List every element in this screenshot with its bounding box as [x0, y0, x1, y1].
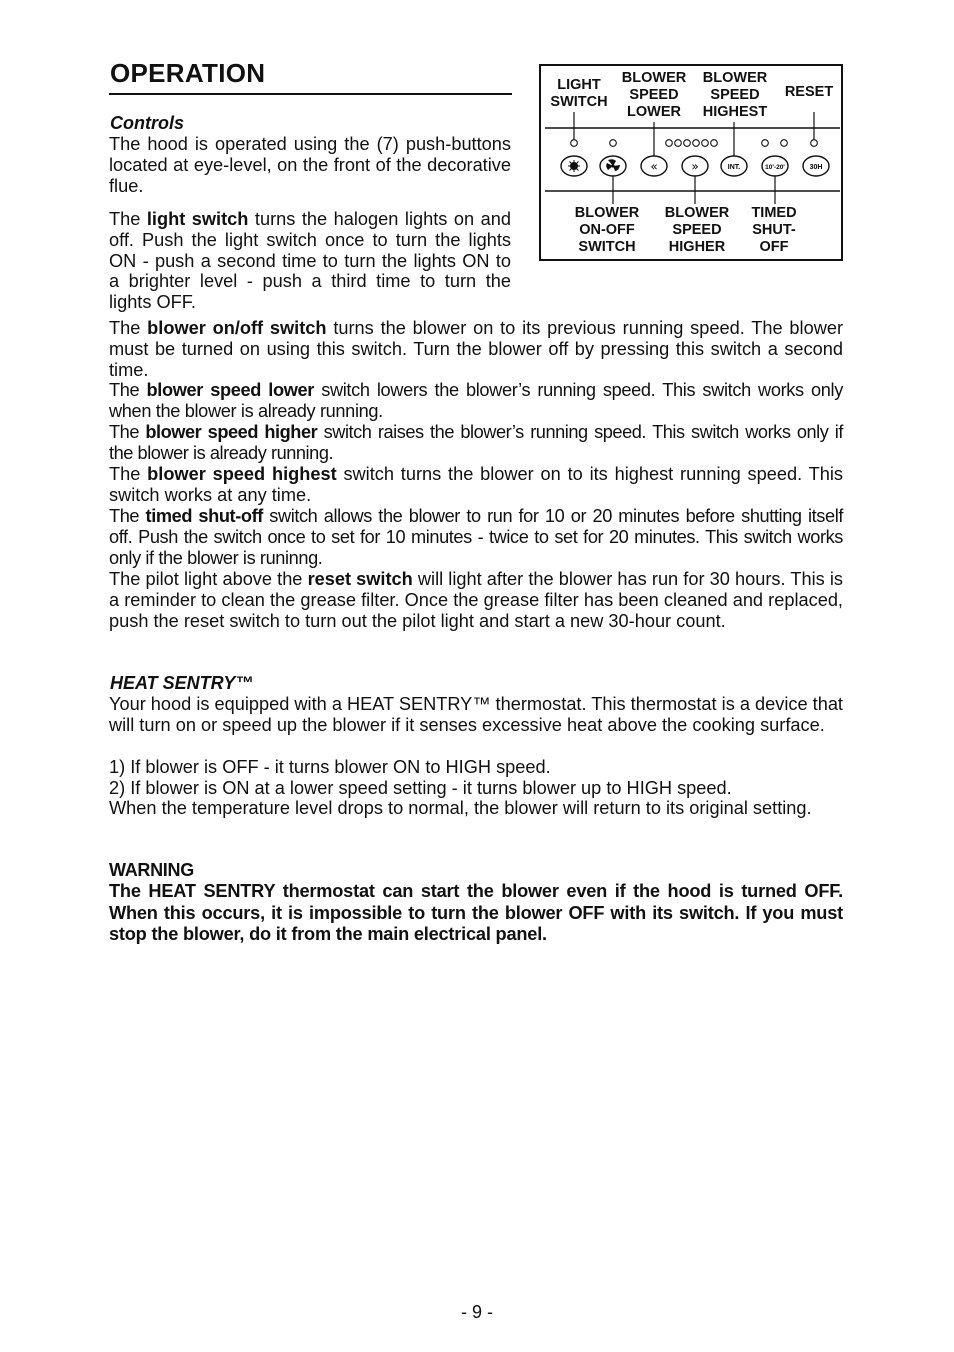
blower-onoff-paragraph: The blower on/off switch turns the blower on to its previous running speed. The blower must be turned on using this switch. Turn the blower off by pressing this switch a second time. — [109, 318, 843, 380]
term-speed-higher: blower speed higher — [145, 422, 318, 442]
label-speed-lower: BLOWER SPEED LOWER — [621, 70, 687, 120]
term-speed-highest: blower speed highest — [147, 464, 337, 484]
reset-paragraph: The pilot light above the reset switch will light after the blower has run for 30 hours. This is a reminder to clean the grease filter. Once the grease filter has been cleaned and replaced, push the reset switch to turn out the pilot light and start a new 30-hour count. — [109, 569, 843, 631]
term-light-switch: light switch — [146, 209, 249, 229]
pilot-light-reset — [811, 140, 818, 147]
pilot-light-blower — [610, 140, 617, 147]
timed-shutoff-paragraph: The timed shut-off switch allows the blower to run for 10 or 20 minutes before shutting itself off. Push the switch once to set for 10 minutes - twice to set for 20 minutes. This switch works only if the blower is runinng. — [109, 506, 843, 568]
highest-button-label: INT. — [727, 164, 741, 171]
warning-text: The HEAT SENTRY thermostat can start the blower even if the hood is turned OFF. When this occurs, it is impossible to turn the blower OFF with its switch. If you must stop the blower, do it from the main electrical panel. — [109, 881, 843, 944]
label-timed-shutoff: TIMED SHUT- OFF — [751, 205, 797, 255]
term-reset-switch: reset switch — [307, 569, 413, 589]
heat-sentry-intro: Your hood is equipped with a HEAT SENTRY™ thermostat. This thermostat is a device that will turn on or speed up the blower if it senses excessive heat above the cooking surface. — [109, 694, 843, 735]
pilot-light-timer-20 — [781, 140, 788, 147]
pilot-light-timer-10 — [762, 140, 769, 147]
speed-higher-glyph: » — [691, 159, 699, 174]
pilot-light-speed-2 — [675, 140, 682, 147]
light-bulb-icon — [568, 160, 580, 172]
heat-sentry-subhead: HEAT SENTRY™ — [110, 673, 254, 693]
label-blower-onoff: BLOWER ON-OFF SWITCH — [574, 205, 640, 255]
heat-sentry-outro: When the temperature level drops to normal, the blower will return to its original setting. — [109, 798, 812, 818]
pilot-light-speed-5 — [702, 140, 709, 147]
control-panel-diagram — [539, 64, 843, 261]
speed-higher-paragraph: The blower speed higher switch raises the blower’s running speed. This switch works only if the blower is already running. — [109, 422, 843, 463]
pilot-light-speed-1 — [666, 140, 673, 147]
term-blower-onoff: blower on/off switch — [147, 318, 327, 338]
pilot-light-speed-6 — [711, 140, 718, 147]
speed-lower-paragraph: The blower speed lower switch lowers the blower’s running speed. This switch works only when the blower is already running. — [109, 380, 843, 421]
label-speed-higher: BLOWER SPEED HIGHER — [664, 205, 730, 255]
controls-intro: The hood is operated using the (7) push-buttons located at eye-level, on the front of the decorative flue. — [109, 134, 511, 196]
pilot-lights — [571, 140, 818, 147]
label-reset: RESET — [784, 84, 834, 100]
label-light-switch: LIGHT SWITCH — [550, 77, 608, 110]
pilot-light-speed-3 — [684, 140, 691, 147]
timer-button-label: 10'-20' — [765, 164, 785, 171]
label-speed-highest: BLOWER SPEED HIGHEST — [702, 70, 768, 120]
page-number: - 9 - — [460, 1302, 493, 1322]
term-timed-shutoff: timed shut-off — [145, 506, 263, 526]
warning-title: WARNING — [109, 860, 194, 880]
page-title: OPERATION — [110, 58, 266, 88]
heat-sentry-item-2: 2) If blower is ON at a lower speed setting - it turns blower up to HIGH speed. — [109, 778, 732, 798]
reset-button-label: 30H — [809, 164, 823, 171]
pilot-light-light — [571, 140, 578, 147]
speed-lower-glyph: « — [650, 159, 658, 174]
pilot-light-speed-4 — [693, 140, 700, 147]
controls-subhead: Controls — [110, 113, 184, 133]
speed-highest-paragraph: The blower speed highest switch turns the blower on to its highest running speed. This switch works at any time. — [109, 464, 843, 505]
title-underline — [109, 93, 512, 95]
heat-sentry-item-1: 1) If blower is OFF - it turns blower ON to HIGH speed. — [109, 757, 551, 777]
term-speed-lower: blower speed lower — [146, 380, 314, 400]
light-switch-paragraph: The light switch turns the halogen lights on and off. Push the light switch once to turn the lights ON - push a second time to turn the lights ON to a brighter level - push a third time to turn the lights OFF. — [109, 209, 511, 313]
